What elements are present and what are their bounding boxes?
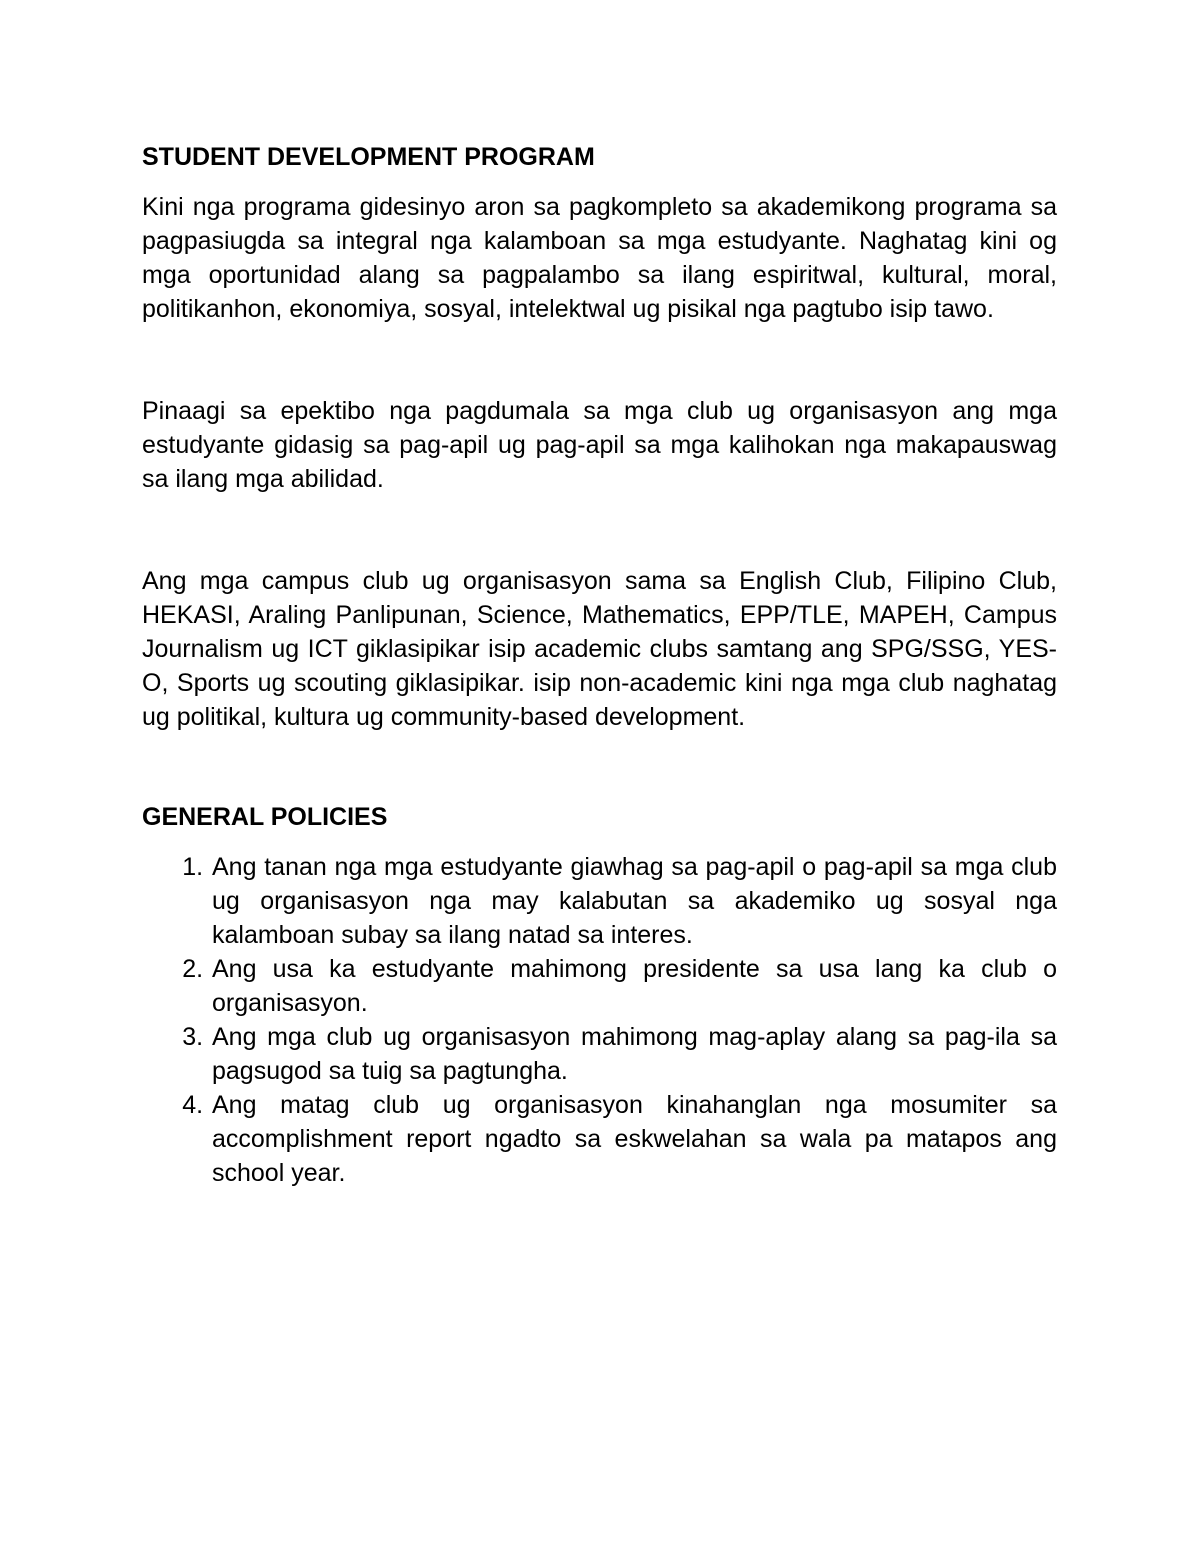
spacer: [142, 834, 1057, 850]
paragraph-management: Pinaagi sa epektibo nga pagdumala sa mga club ug organisasyon ang mga estudyante gidasig sa pag-apil ug pag-apil sa mga kalihokan nga makapauswag sa ilang mga abilidad.: [142, 397, 1057, 493]
paragraph-intro: Kini nga programa gidesinyo aron sa pagkompleto sa akademikong programa sa pagpasiugda sa integral nga kalamboan sa mga estudyante. Naghatag kini og mga oportunidad alang sa pagpalambo sa ilang espiritwal, kultural, moral, politikanhon, ekonomiya, sosyal, intelektwal ug pisikal nga pagtubo isip tawo.: [142, 193, 1057, 323]
policies-list: [142, 850, 1057, 1190]
document-title: STUDENT DEVELOPMENT PROGRAM: [142, 143, 595, 171]
spacer: [142, 326, 1057, 394]
paragraph-clubs: Ang mga campus club ug organisasyon sama sa English Club, Filipino Club, HEKASI, Araling Panlipunan, Science, Mathematics, EPP/TLE, MAPEH, Campus Journalism ug ICT giklasipikar isip academic clubs samtang ang SPG/SSG, YES-O, Sports ug scouting giklasipikar. isip non-academic kini nga mga club naghatag ug politikal, kultura ug community-based development.: [142, 567, 1057, 731]
document-page: [142, 140, 1057, 1190]
list-item: 4. Ang matag club ug organisasyon kinahanglan nga mosumiter sa accomplishment report ngadto sa eskwelahan sa wala pa matapos ang school year.: [210, 1088, 1057, 1190]
policies-heading: GENERAL POLICIES: [142, 803, 388, 831]
list-item: 2. Ang usa ka estudyante mahimong presidente sa usa lang ka club o organisasyon.: [210, 952, 1057, 1020]
list-item: 1. Ang tanan nga mga estudyante giawhag sa pag-apil o pag-apil sa mga club ug organisasyon nga may kalabutan sa akademiko ug sosyal nga kalamboan subay sa ilang natad sa interes.: [210, 850, 1057, 952]
spacer: [142, 496, 1057, 564]
spacer: [142, 174, 1057, 190]
spacer: [142, 734, 1057, 800]
list-item: 3. Ang mga club ug organisasyon mahimong mag-aplay alang sa pag-ila sa pagsugod sa tuig sa pagtungha.: [210, 1020, 1057, 1088]
